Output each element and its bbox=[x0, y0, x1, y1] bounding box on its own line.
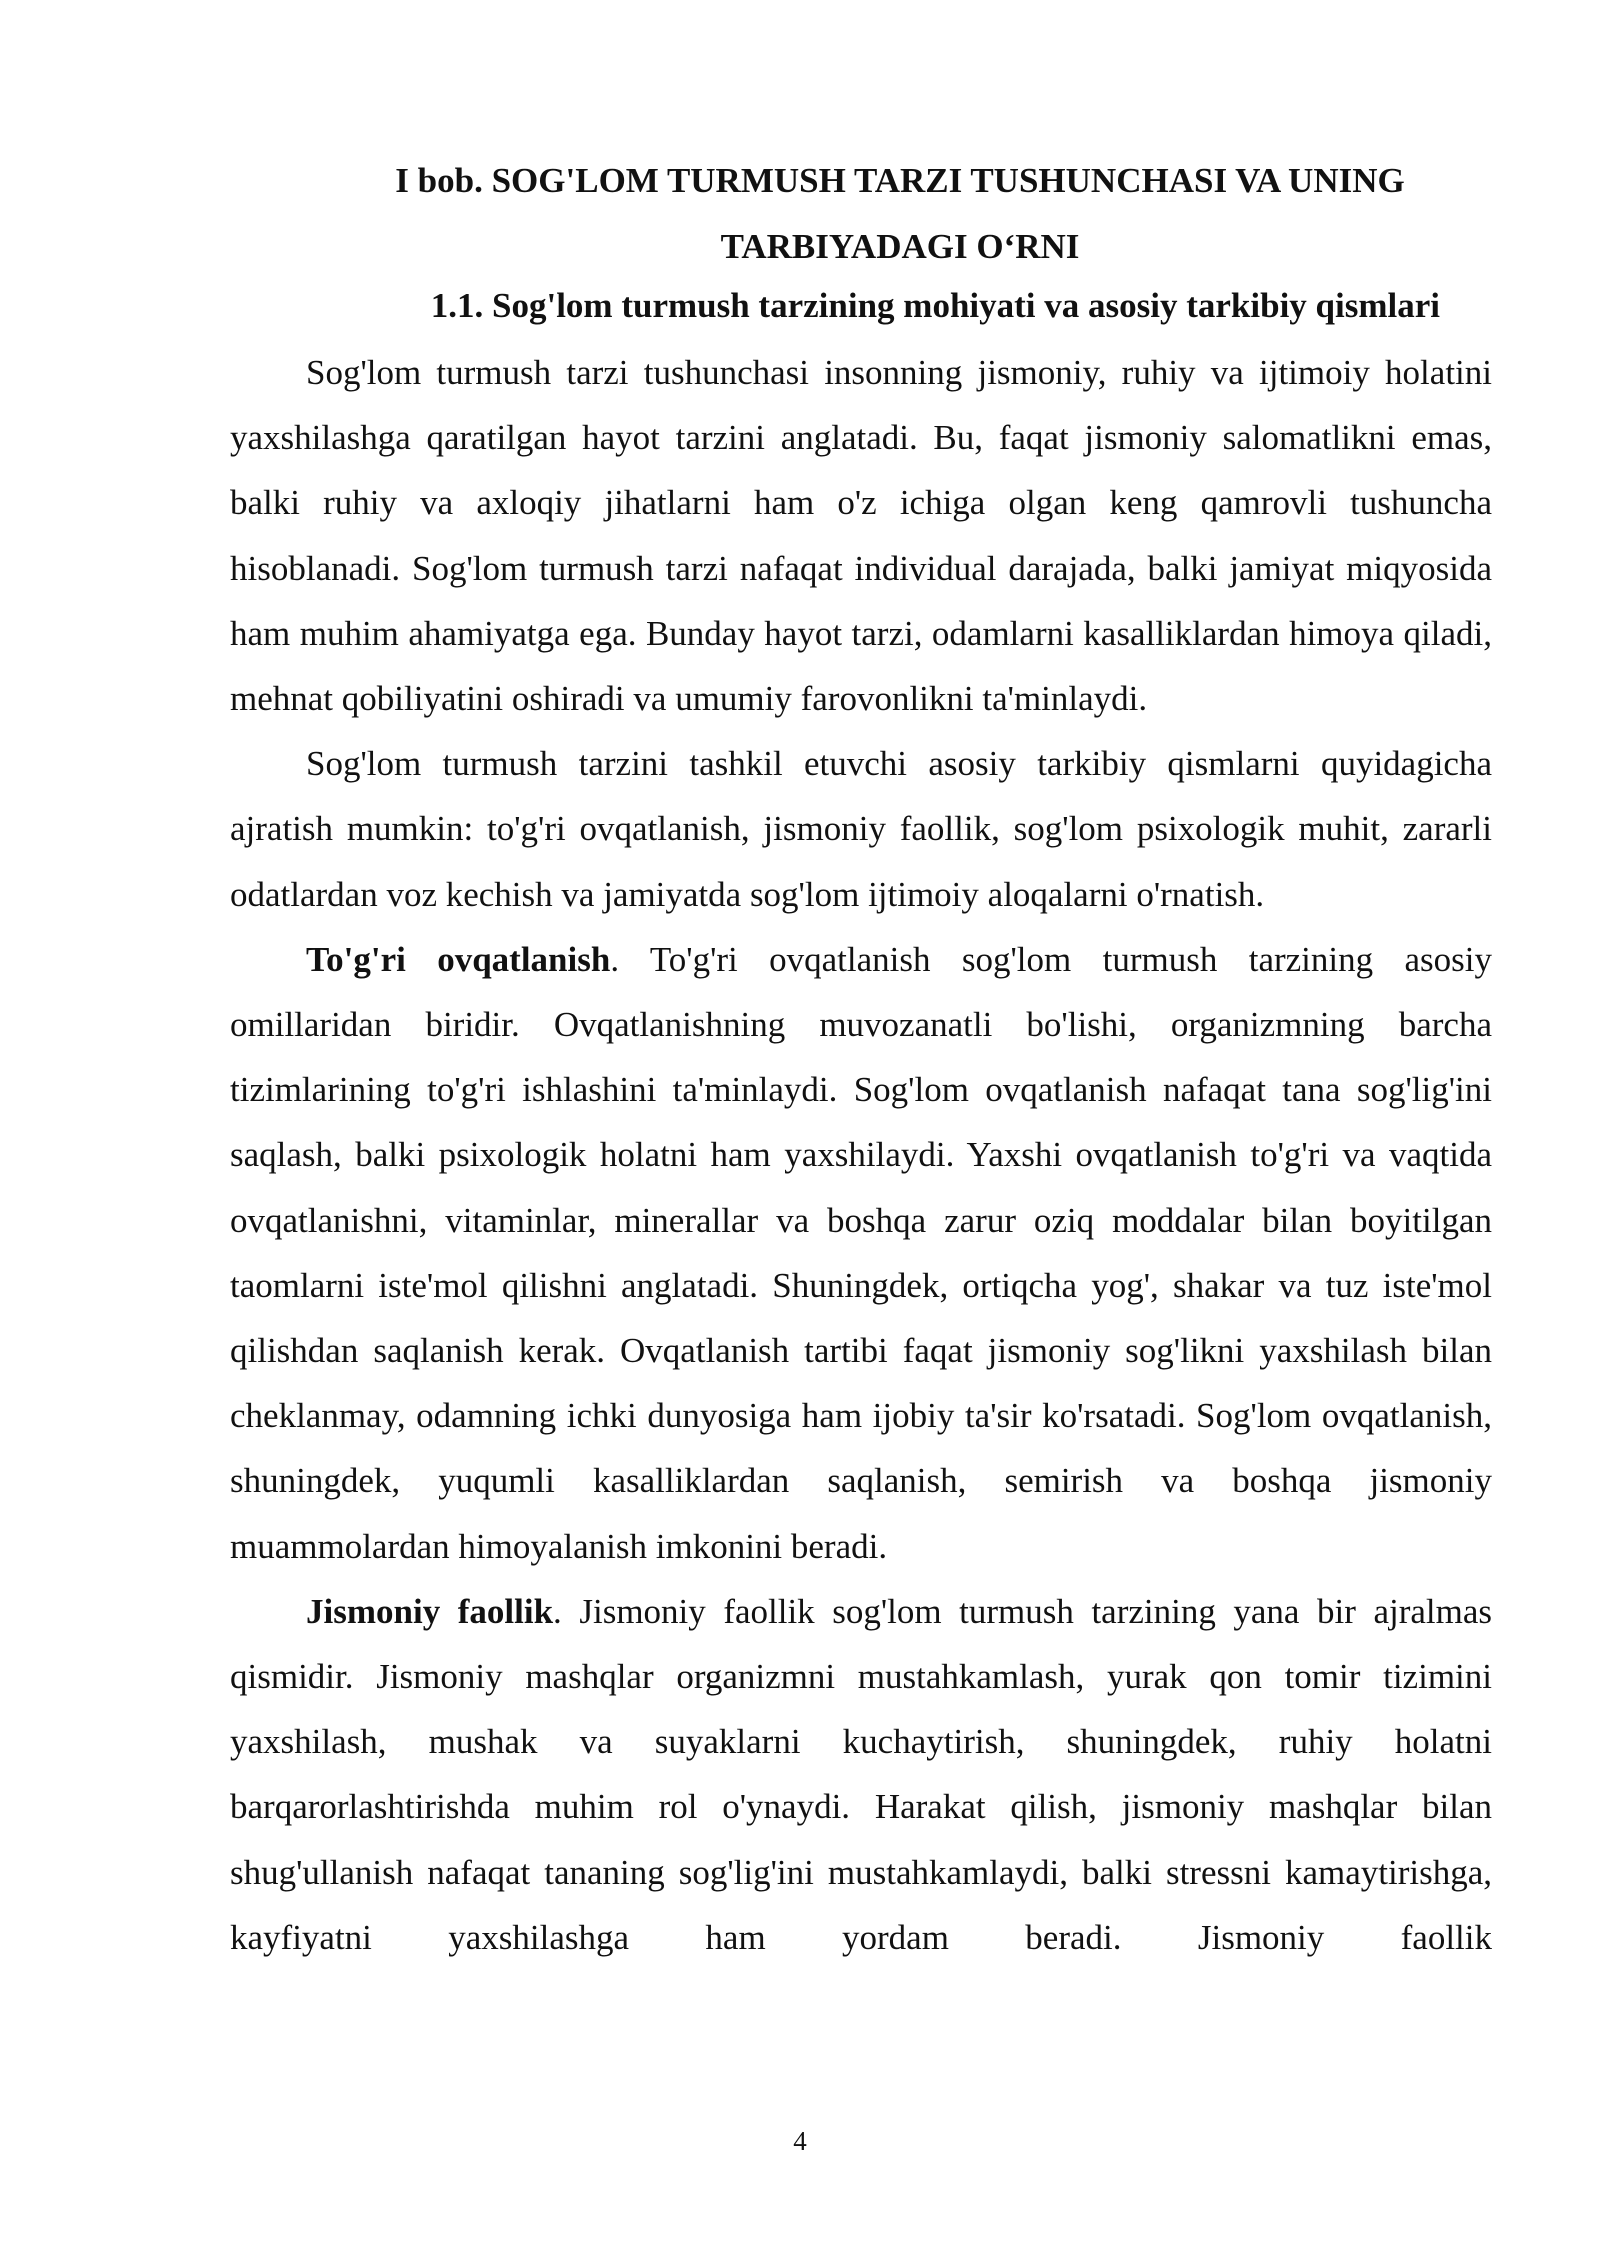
paragraph-text: Sog'lom turmush tarzini tashkil etuvchi asosiy tarkibiy qismlarni quyidagicha ajratish mumkin: to'g'ri ovqatlanish, jismoniy faollik, sog'lom psixologik muhit, zararli odatlardan voz kechish va jamiyatda sog'lom ijtimoiy aloqalarni o'rnatish. bbox=[230, 744, 1492, 914]
chapter-title-line-2: TARBIYADAGI O‘RNI bbox=[720, 227, 1080, 266]
paragraph-lead-term: To'g'ri ovqatlanish bbox=[306, 939, 611, 979]
paragraph-definition bbox=[230, 340, 1492, 731]
paragraph-lead-term: Jismoniy faollik bbox=[306, 1591, 554, 1631]
paragraph-text: . To'g'ri ovqatlanish sog'lom turmush tarzining asosiy omillaridan biridir. Ovqatlanishning muvozanatli bo'lishi, organizmning barcha tizimlarining to'g'ri ishlashini ta'minlaydi. Sog'lom ovqatlanish nafaqat tana sog'lig'ini saqlash, balki psixologik holatni ham yaxshilaydi. Yaxshi ovqatlanish to'g'ri va vaqtida ovqatlanishni, vitaminlar, minerallar va boshqa zarur oziq moddalar bilan boyitilgan taomlarni iste'mol qilishni anglatadi. Shuningdek, ortiqcha yog', shakar va tuz iste'mol qilishdan saqlanish kerak. Ovqatlanish tartibi faqat jismoniy sog'likni yaxshilash bilan cheklanmay, odamning ichki dunyosiga ham ijobiy ta'sir ko'rsatadi. Sog'lom ovqatlanish, shuningdek, yuqumli kasalliklardan saqlanish, semirish va boshqa jismoniy muammolardan himoyalanish imkonini beradi. bbox=[230, 939, 1492, 1566]
paragraph-text: . Jismoniy faollik sog'lom turmush tarzining yana bir ajralmas qismidir. Jismoniy mashqlar organizmni mustahkamlash, yurak qon tomir tizimini yaxshilash, mushak va suyaklarni kuchaytirish, shuningdek, ruhiy holatni barqarorlashtirishda muhim rol o'ynaydi. Harakat qilish, jismoniy mashqlar bilan shug'ullanish nafaqat tananing sog'lig'ini mustahkamlaydi, balki stressni kamaytirishga, kayfiyatni yaxshilashga ham yordam beradi. Jismoniy faollik bbox=[230, 1591, 1493, 1957]
paragraph-text: Sog'lom turmush tarzi tushunchasi insonning jismoniy, ruhiy va ijtimoiy holatini yaxshilashga qaratilgan hayot tarzini anglatadi. Bu, faqat jismoniy salomatlikni emas, balki ruhiy va axloqiy jihatlarni ham o'z ichiga olgan keng qamrovli tushuncha hisoblanadi. Sog'lom turmush tarzi nafaqat individual darajada, balki jamiyat miqyosida ham muhim ahamiyatga ega. Bunday hayot tarzi, odamlarni kasalliklardan himoya qiladi, mehnat qobiliyatini oshiradi va umumiy farovonlikni ta'minlaydi. bbox=[230, 353, 1492, 719]
paragraph-nutrition bbox=[230, 927, 1492, 1579]
body-text bbox=[230, 340, 1492, 1970]
paragraph-components bbox=[230, 731, 1492, 927]
paragraph-physical-activity bbox=[230, 1579, 1492, 1970]
section-title: 1.1. Sog'lom turmush tarzining mohiyati va asosiy tarkibiy qismlari bbox=[430, 286, 1440, 325]
chapter-title bbox=[300, 148, 1500, 280]
chapter-title-line-1: I bob. SOG'LOM TURMUSH TARZI TUSHUNCHASI VA UNING bbox=[395, 161, 1405, 200]
page-number: 4 bbox=[793, 2126, 807, 2156]
